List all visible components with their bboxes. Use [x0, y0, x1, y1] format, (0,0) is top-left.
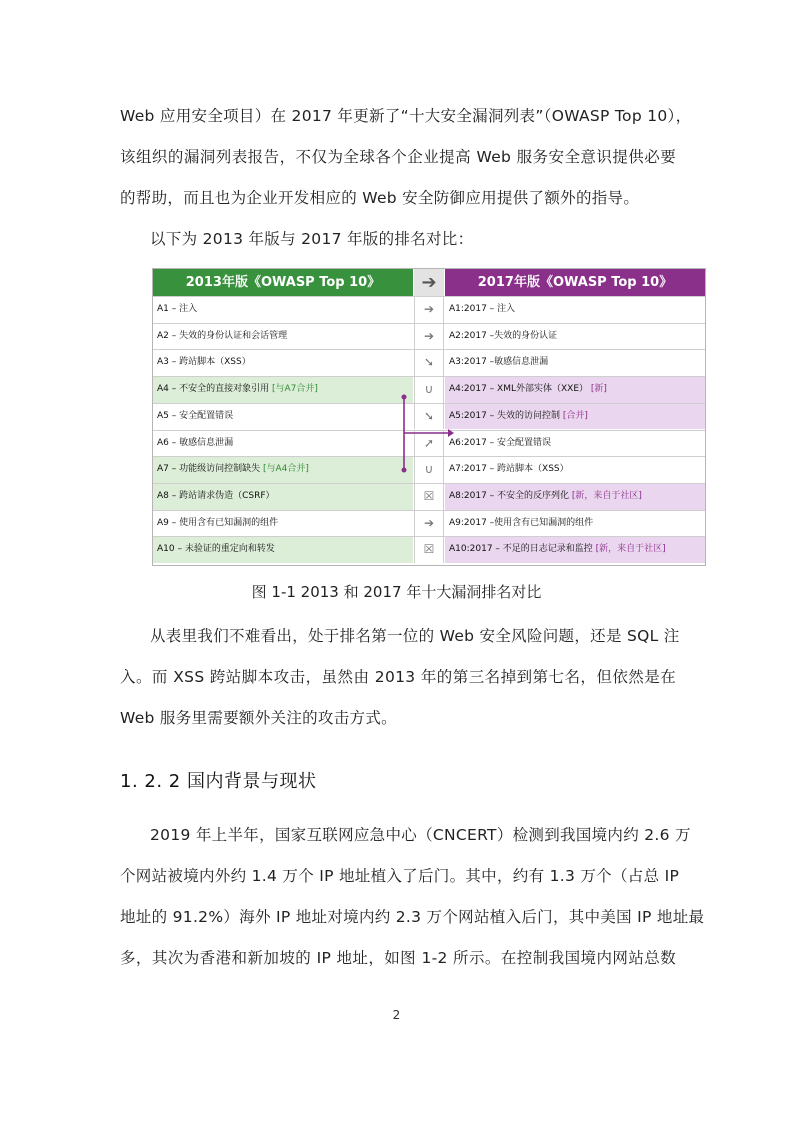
paragraph-domestic — [120, 815, 705, 979]
cell-2017: A1:2017 – 注入 — [449, 304, 516, 314]
removed-box-icon: ☒ — [414, 484, 444, 510]
merge-arrowhead — [448, 429, 454, 437]
cell-2013: A6 – 敏感信息泄漏 — [157, 437, 234, 448]
arrow-right-icon: ➔ — [414, 297, 444, 323]
cell-2017: A6:2017 – 安全配置错误 — [449, 437, 552, 448]
text-line: 以下为 2013 年版与 2017 年版的排名对比： — [150, 230, 474, 248]
figure-caption: 图 1-1 2013 和 2017 年十大漏洞排名对比 — [251, 583, 542, 601]
text-line: Web 应用安全项目）在 2017 年更新了“十大安全漏洞列表”（OWASP Top 10）， — [120, 107, 692, 125]
merge-union-icon: ∪ — [414, 457, 444, 483]
cell-2017: A2:2017 –失效的身份认证 — [449, 330, 558, 341]
cell-2013: A10 – 未验证的重定向和转发 — [153, 537, 413, 563]
text-line: 的帮助，而且也为企业开发相应的 Web 安全防御应用提供了额外的指导。 — [120, 189, 640, 207]
header-arrow-icon: ➔ — [414, 269, 444, 296]
text-line: Web 服务里需要额外关注的攻击方式。 — [120, 709, 397, 727]
arrow-right-icon: ➔ — [414, 511, 444, 537]
merge-dot-bottom — [402, 468, 407, 473]
cell-2017: A7:2017 – 跨站脚本（XSS） — [449, 464, 569, 475]
cell-2013: A1 – 注入 — [157, 304, 198, 314]
paragraph-analysis — [120, 616, 680, 739]
cell-2013: A4 – 不安全的直接对象引用 [与A7合并] — [153, 377, 413, 403]
section-heading: 1. 2. 2 国内背景与现状 — [120, 771, 317, 792]
cell-2013: A7 – 功能级访问控制缺失 [与A4合并] — [153, 457, 413, 483]
text-line: 个网站被境内外约 1.4 万个 IP 地址植入了后门。其中，约有 1.3 万个（占总 IP — [120, 867, 680, 885]
cell-2013: A9 – 使用含有已知漏洞的组件 — [157, 517, 279, 528]
merge-dot-top — [402, 395, 407, 400]
cell-2017: A10:2017 – 不足的日志记录和监控 [新，来自于社区] — [445, 537, 705, 563]
cell-2017: A4:2017 – XML外部实体（XXE） [新] — [445, 377, 705, 403]
merge-union-icon: ∪ — [414, 377, 444, 403]
cell-2013: A5 – 安全配置错误 — [157, 410, 234, 421]
text-line: 地址的 91.2%）海外 IP 地址对境内约 2.3 万个网站植入后门，其中美国 IP 地址最 — [120, 908, 705, 926]
owasp-comparison-table — [152, 268, 706, 566]
cell-2017: A5:2017 – 失效的访问控制 [合并] — [445, 404, 705, 430]
paragraph-intro — [120, 96, 692, 219]
removed-box-icon: ☒ — [414, 537, 444, 563]
arrow-down-right-icon: ➘ — [414, 350, 444, 376]
text-line: 多，其次为香港和新加坡的 IP 地址，如图 1-2 所示。在控制我国境内网站总数 — [120, 949, 676, 967]
text-line: 从表里我们不难看出，处于排名第一位的 Web 安全风险问题，还是 SQL 注 — [150, 627, 680, 645]
merge-connector-lines — [153, 269, 707, 567]
cell-2013: A8 – 跨站请求伪造（CSRF） — [153, 484, 413, 510]
paragraph-table-lead — [120, 219, 676, 260]
text-line: 入。而 XSS 跨站脚本攻击，虽然由 2013 年的第三名掉到第七名，但依然是在 — [120, 668, 676, 686]
text-line: 2019 年上半年，国家互联网应急中心（CNCERT）检测到我国境内约 2.6 万 — [150, 826, 691, 844]
header-2013: 2013年版《OWASP Top 10》 — [153, 269, 413, 296]
arrow-down-right-icon: ➘ — [414, 404, 444, 430]
arrow-up-right-icon: ➚ — [414, 431, 444, 457]
cell-2017: A9:2017 –使用含有已知漏洞的组件 — [449, 517, 594, 528]
arrow-right-icon: ➔ — [414, 324, 444, 350]
cell-2017: A3:2017 –敏感信息泄漏 — [449, 357, 549, 368]
header-2017: 2017年版《OWASP Top 10》 — [445, 269, 705, 296]
cell-2017: A8:2017 – 不安全的反序列化 [新，来自于社区] — [445, 484, 705, 510]
cell-2013: A3 – 跨站脚本（XSS） — [157, 357, 251, 368]
cell-2013: A2 – 失效的身份认证和会话管理 — [157, 330, 288, 341]
page-number: 2 — [392, 1008, 401, 1022]
text-line: 该组织的漏洞列表报告，不仅为全球各个企业提高 Web 服务安全意识提供必要 — [120, 148, 676, 166]
